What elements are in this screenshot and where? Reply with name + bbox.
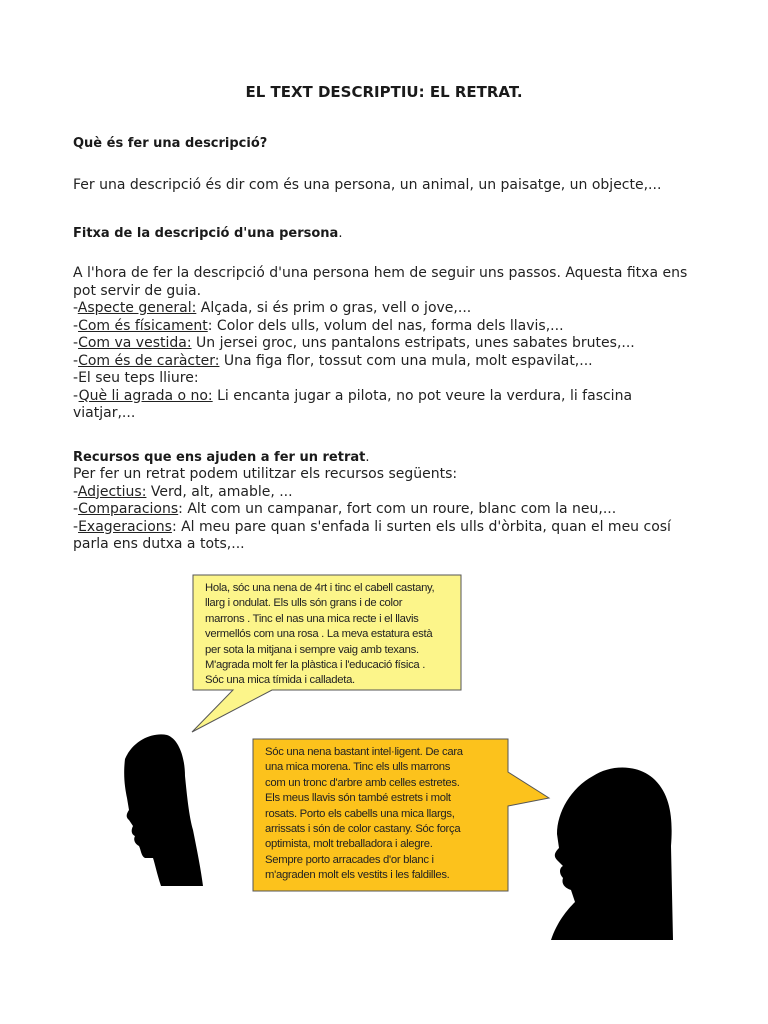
bubble-line: Sóc una nena bastant intel·ligent. De cara xyxy=(265,746,463,758)
list-item-label: Aspecte general: xyxy=(77,300,197,316)
bubble-line: una mica morena. Tinc els ulls marrons xyxy=(265,761,451,774)
bubble-line: optimista, molt treballadora i alegre. xyxy=(265,838,433,851)
right-silhouette-icon xyxy=(551,767,673,940)
list-item-continuation: viatjar,... xyxy=(73,405,136,421)
list-item-text: : Al meu pare quan s'enfada li surten els ulls d'òrbita, quan el meu cosí xyxy=(171,518,671,535)
fitxa-intro-line-2: pot servir de guia. xyxy=(73,282,202,299)
list-item-label: Com és de caràcter: xyxy=(78,352,220,369)
bubble-line: com un tronc d'arbre amb celles estretes. xyxy=(265,776,460,789)
list-item: -Com va vestida: Un jersei groc, uns pantalons estripats, unes sabates brutes,... xyxy=(73,335,635,351)
bubble-line: m'agraden molt els vestits i les faldilles. xyxy=(265,869,450,882)
speech-bubble-1-text xyxy=(205,581,457,689)
heading-text: Fitxa de la descripció d'una persona xyxy=(73,226,339,241)
heading-dot: . xyxy=(365,450,370,465)
list-item: -Què li agrada o no: Li encanta jugar a pilota, no pot veure la verdura, li fascina xyxy=(73,387,633,404)
list-item: -Adjectius: Verd, alt, amable, ... xyxy=(73,483,293,500)
speech-bubble-2-text xyxy=(265,745,495,884)
list-item-text: Alçada, si és prim o gras, vell o jove,... xyxy=(196,300,472,316)
list-item: -Aspecte general: Alçada, si és prim o gras, vell o jove,... xyxy=(73,300,472,316)
list-item: -Exageracions: Al meu pare quan s'enfada li surten els ulls d'òrbita, quan el meu cosí xyxy=(73,518,671,535)
fitxa-intro-line-1: A l'hora de fer la descripció d'una persona hem de seguir uns passos. Aquesta fitxa ens xyxy=(73,265,688,281)
list-item-label: Com va vestida: xyxy=(78,335,192,351)
list-item-continuation: parla ens dutxa a tots,... xyxy=(73,536,245,552)
bubble-line: per sota la mitjana i sempre vaig amb texans. xyxy=(205,643,419,656)
list-item-label: Què li agrada o no: xyxy=(78,387,213,404)
list-item-label: Exageracions xyxy=(78,518,172,535)
list-item-text: : Alt com un campanar, fort com un roure, blanc com la neu,... xyxy=(178,501,617,517)
page-title: EL TEXT DESCRIPTIU: EL RETRAT. xyxy=(245,83,523,101)
bubble-line: llarg i ondulat. Els ulls són grans i de color xyxy=(205,597,403,610)
list-item-text: El seu teps lliure: xyxy=(78,370,199,386)
list-item-text: Una figa flor, tossut com una mula, molt espavilat,... xyxy=(219,352,593,369)
section-heading-fitxa xyxy=(73,226,342,241)
paragraph-line: Fer una descripció és dir com és una persona, un animal, un paisatge, un objecte,... xyxy=(73,177,662,193)
bubble-line: Sóc una mica tímida i calladeta. xyxy=(205,674,355,687)
section-heading-recursos xyxy=(73,450,369,465)
heading-dot: . xyxy=(338,226,343,241)
bubble-line: rosats. Porto els cabells una mica llargs, xyxy=(265,807,455,820)
bubble-line: Hola, sóc una nena de 4rt i tinc el cabell castany, xyxy=(205,582,435,594)
recursos-list xyxy=(73,466,683,554)
list-item-label: Com és físicament xyxy=(78,317,208,334)
left-silhouette-icon xyxy=(124,734,203,886)
bubble-line: Els meus llavis són també estrets i molt xyxy=(265,792,451,805)
section-text-what-is xyxy=(73,177,683,195)
recursos-intro: Per fer un retrat podem utilitzar els recursos següents: xyxy=(73,466,458,482)
list-item: -Com és físicament: Color dels ulls, volum del nas, forma dels llavis,... xyxy=(73,317,564,334)
bubble-line: Sempre porto arracades d'or blanc i xyxy=(265,853,434,866)
list-item-text: Un jersei groc, uns pantalons estripats, unes sabates brutes,... xyxy=(191,335,635,351)
list-item-label: Comparacions xyxy=(78,501,179,517)
bubble-line: vermellós com una rosa . La meva estatura està xyxy=(205,628,433,641)
list-item-text: Verd, alt, amable, ... xyxy=(146,483,293,500)
fitxa-list xyxy=(73,265,688,423)
bubble-line: marrons . Tinc el nas una mica recte i el llavis xyxy=(205,612,419,625)
bubble-line: M'agrada molt fer la plàstica i l'educació física . xyxy=(205,659,426,672)
bubble-line: arrissats i són de color castany. Sóc força xyxy=(265,823,461,836)
list-item-text: Li encanta jugar a pilota, no pot veure la verdura, li fascina xyxy=(212,387,633,404)
section-heading-what-is: Què és fer una descripció? xyxy=(73,136,268,151)
heading-text: Recursos que ens ajuden a fer un retrat xyxy=(73,450,366,465)
list-item: -Com és de caràcter: Una figa flor, tossut com una mula, molt espavilat,... xyxy=(73,352,593,369)
list-item-text: : Color dels ulls, volum del nas, forma dels llavis,... xyxy=(207,317,564,334)
list-item: -El seu teps lliure: xyxy=(73,370,199,386)
list-item: -Comparacions: Alt com un campanar, fort com un roure, blanc com la neu,... xyxy=(73,501,617,517)
list-item-label: Adjectius: xyxy=(77,483,147,500)
